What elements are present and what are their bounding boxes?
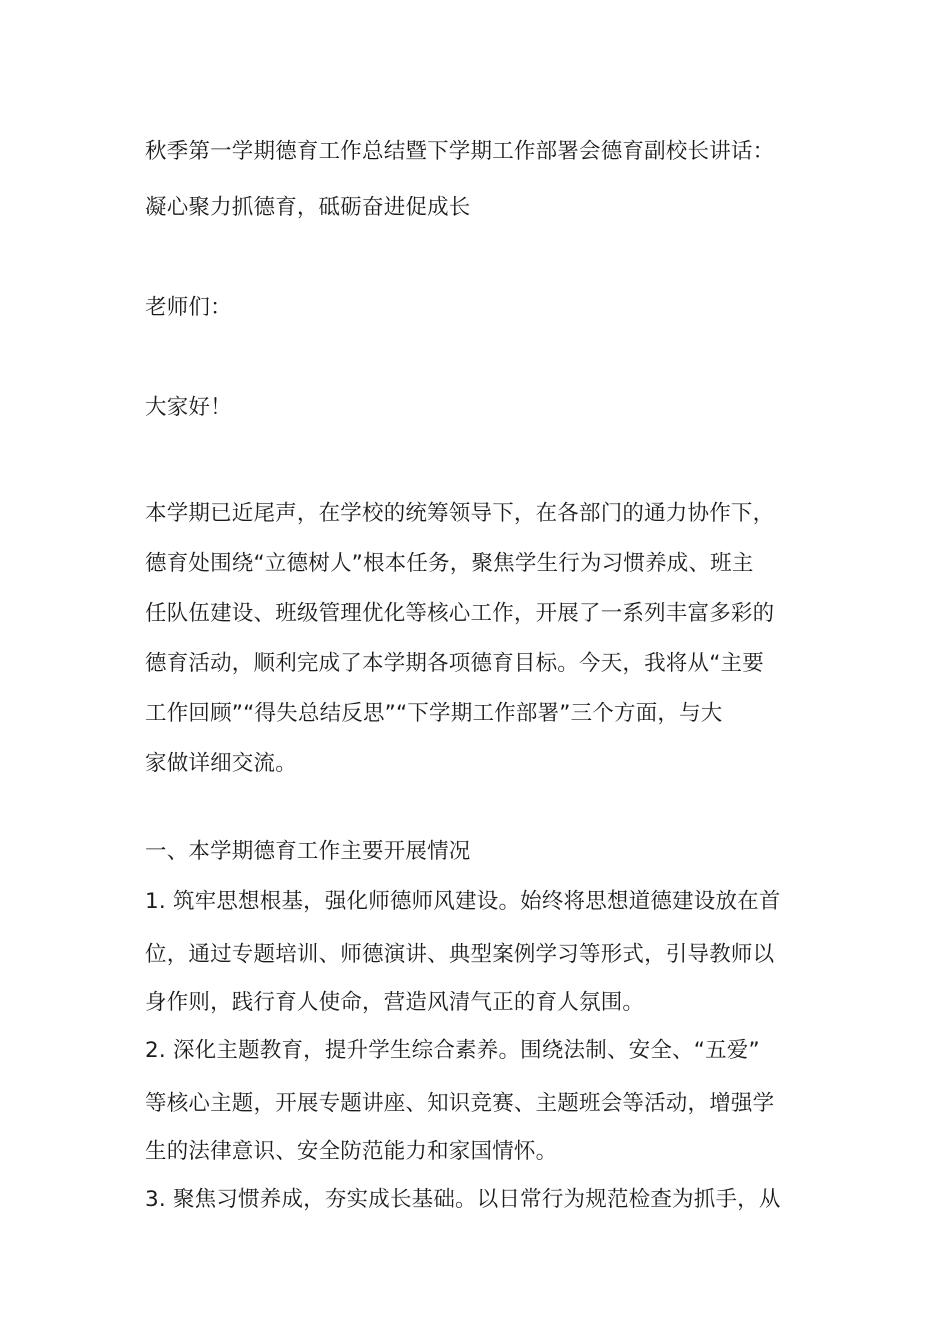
section-heading: 一、本学期德育工作主要开展情况 (145, 839, 471, 864)
intro-line: 本学期已近尾声，在学校的统筹领导下，在各部门的通力协作下， (145, 501, 775, 526)
list-item-line: 位，通过专题培训、师德演讲、典型案例学习等形式，引导教师以 (145, 942, 775, 967)
title-line-1: 秋季第一学期德育工作总结暨下学期工作部署会德育副校长讲话： (145, 139, 775, 164)
greeting: 大家好！ (145, 395, 232, 420)
salutation: 老师们： (145, 295, 232, 320)
intro-line: 德育处围绕“立德树人”根本任务，聚焦学生行为习惯养成、班主 (145, 551, 754, 576)
intro-line: 家做详细交流。 (145, 751, 297, 776)
list-item-line: 1. 筑牢思想根基，强化师德师风建设。始终将思想道德建设放在首 (145, 889, 781, 914)
title-line-2: 凝心聚力抓德育，砥砺奋进促成长 (145, 195, 471, 220)
list-item-line: 生的法律意识、安全防范能力和家国情怀。 (145, 1139, 558, 1164)
intro-line: 任队伍建设、班级管理优化等核心工作，开展了一系列丰富多彩的 (145, 601, 775, 626)
list-item-line: 身作则，践行育人使命，营造风清气正的育人氛围。 (145, 990, 645, 1015)
list-item-line: 等核心主题，开展专题讲座、知识竞赛、主题班会等活动，增强学 (145, 1091, 775, 1116)
intro-paragraph (145, 489, 809, 789)
intro-line: 德育活动，顺利完成了本学期各项德育目标。今天，我将从“主要 (145, 651, 764, 676)
intro-line: 工作回顾”“得失总结反思”“下学期工作部署”三个方面，与大 (145, 701, 723, 726)
list-item-line: 2. 深化主题教育，提升学生综合素养。围绕法制、安全、“五爱” (145, 1038, 760, 1063)
section-1-list (145, 875, 809, 1226)
list-item-line: 3. 聚焦习惯养成，夯实成长基础。以日常行为规范检查为抓手，从 (145, 1187, 781, 1212)
document-body (145, 131, 809, 1226)
